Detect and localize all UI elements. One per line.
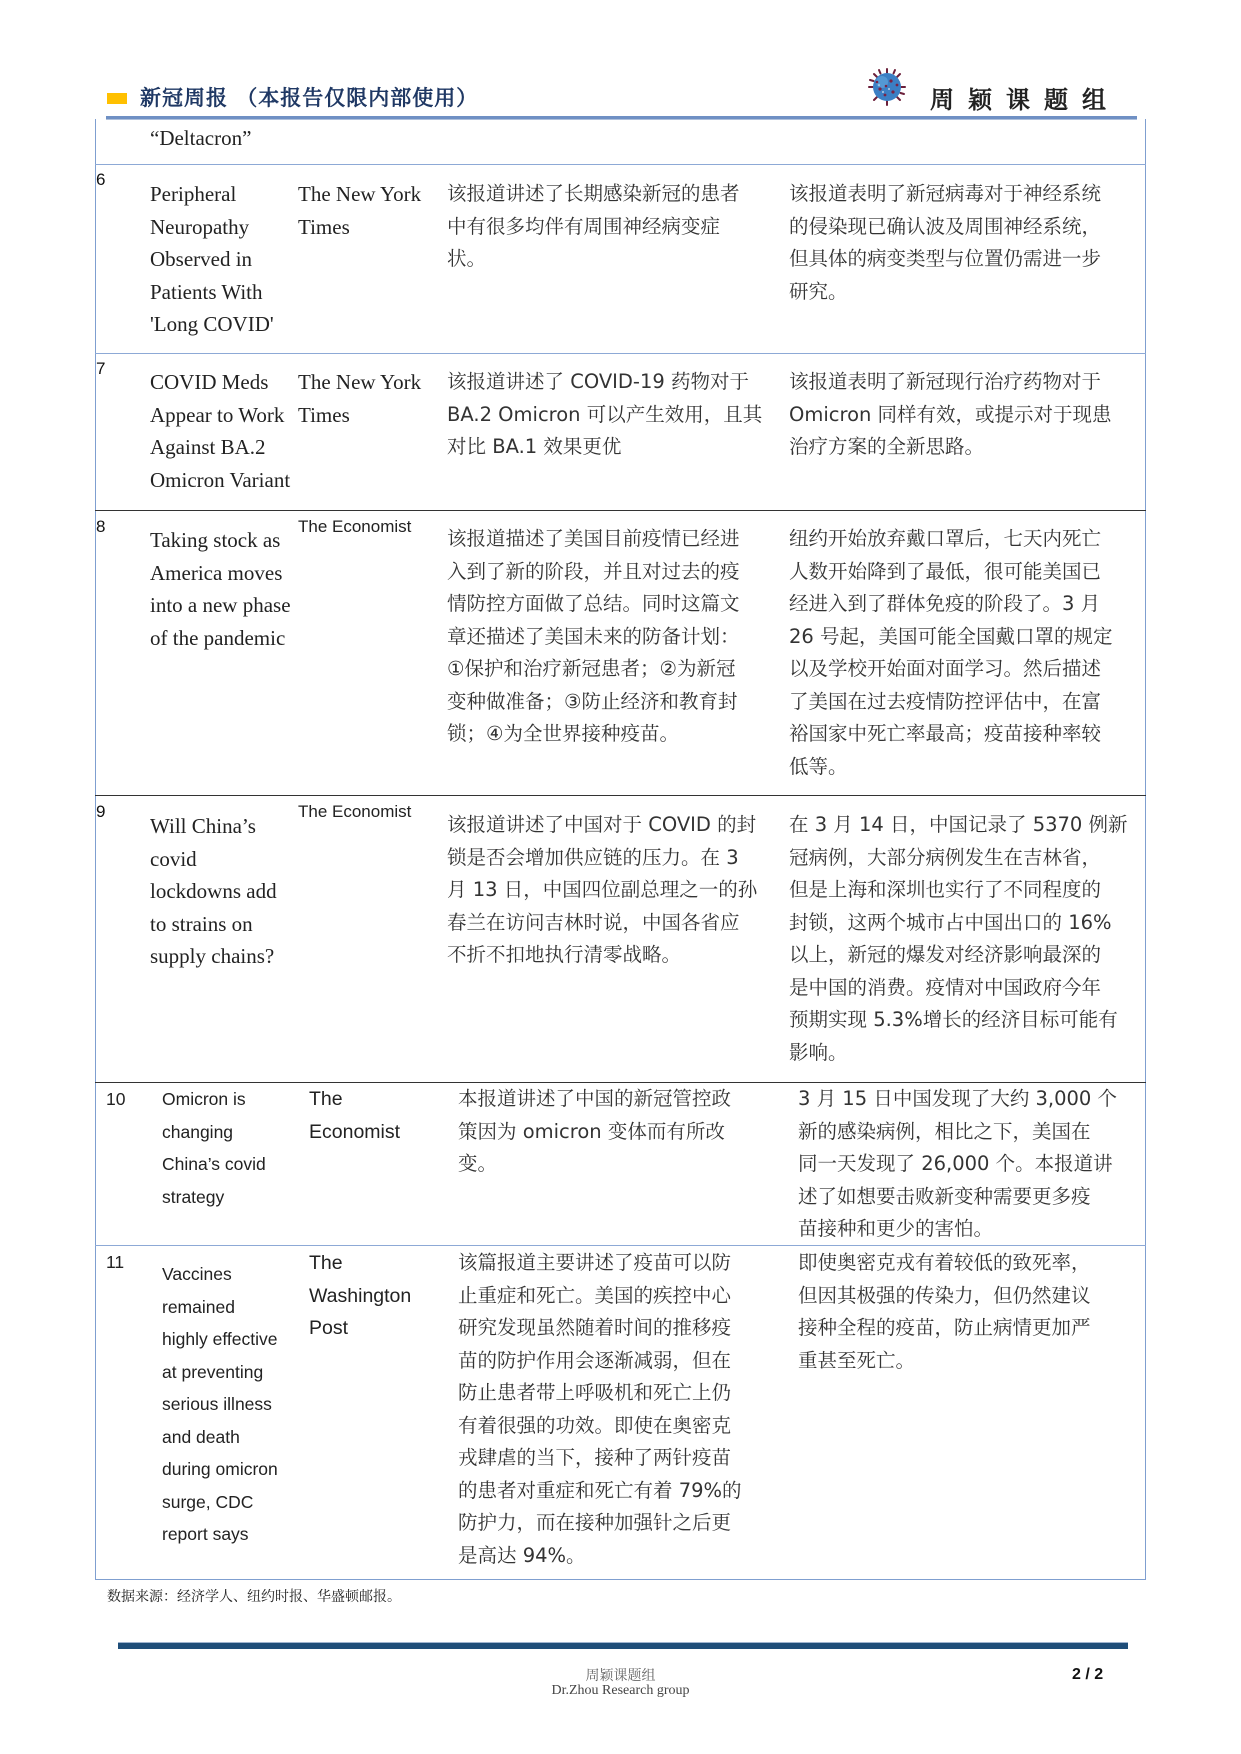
title-line: during omicron [162, 1459, 278, 1479]
analysis-line: 该报道表明了新冠病毒对于神经系统 [789, 182, 1102, 205]
source-line: The [309, 1088, 343, 1110]
title-line: America moves [150, 560, 283, 585]
summary-line: 月 13 日，中国四位副总理之一的孙 [447, 878, 758, 901]
row-divider [95, 353, 1146, 354]
article-title [150, 178, 274, 341]
row-number: 7 [96, 359, 106, 378]
row-title-carryover: “Deltacron” [150, 126, 252, 150]
article-analysis [789, 809, 1128, 1069]
summary-line: 春兰在访问吉林时说，中国各省应 [447, 910, 740, 934]
analysis-line: 新的感染病例，相比之下，美国在 [798, 1119, 1091, 1143]
title-line: and death [162, 1426, 240, 1447]
analysis-line: 以上，新冠的爆发对经济影响最深的 [789, 943, 1102, 966]
analysis-line: 但因其极强的传染力，但仍然建议 [798, 1283, 1091, 1307]
article-source [309, 1083, 400, 1148]
article-title [150, 810, 277, 973]
summary-line: 该篇报道主要讲述了疫苗可以防 [458, 1251, 732, 1274]
article-summary [458, 1247, 742, 1572]
title-line: remained [162, 1296, 235, 1317]
analysis-line: 是中国的消费。疫情对中国政府今年 [789, 975, 1102, 999]
analysis-line: Omicron 同样有效，或提示对于现患 [789, 402, 1112, 426]
title-line: surge, CDC [162, 1491, 254, 1512]
summary-line: 变。 [458, 1152, 498, 1175]
title-line: strategy [162, 1186, 225, 1207]
title-line: COVID Meds [150, 370, 269, 394]
summary-line: 锁；④为全世界接种疫苗。 [447, 722, 679, 745]
footer-org-en: Dr.Zhou Research group [551, 1683, 690, 1698]
source-line: Times [298, 402, 350, 427]
analysis-line: 的侵染现已确认波及周围神经系统， [789, 214, 1102, 238]
analysis-line: 冠病例，大部分病例发生在吉林省， [789, 845, 1102, 869]
summary-line: 该报道讲述了中国对于 COVID 的封 [447, 813, 757, 836]
title-line: lockdowns add [150, 879, 277, 903]
summary-line: 章还描述了美国未来的防备计划： [447, 624, 740, 648]
article-analysis [789, 178, 1101, 308]
summary-line: 该报道描述了美国目前疫情已经进 [447, 527, 740, 550]
summary-line: 有着很强的功效。即使在奥密克 [458, 1413, 732, 1437]
header-accent-square [107, 93, 127, 104]
analysis-line: 影响。 [789, 1040, 848, 1064]
article-source [298, 366, 421, 431]
title-line: serious illness [162, 1394, 272, 1414]
analysis-line: 低等。 [789, 754, 848, 778]
summary-line: 苗的防护作用会逐渐减弱，但在 [458, 1348, 732, 1372]
analysis-line: 苗接种和更少的害怕。 [798, 1217, 994, 1240]
source-line: The New York [298, 370, 422, 394]
analysis-line: 了美国在过去疫情防控评估中，在富 [789, 689, 1102, 713]
analysis-line: 该报道表明了新冠现行治疗药物对于 [789, 370, 1102, 393]
summary-line: 止重症和死亡。美国的疾控中心 [458, 1283, 732, 1307]
source-line: Post [309, 1317, 349, 1339]
row-number: 10 [106, 1089, 126, 1109]
article-summary [447, 523, 740, 751]
article-title [162, 1258, 278, 1551]
summary-line: 对比 BA.1 效果更优 [447, 435, 622, 458]
row-number: 9 [96, 802, 106, 821]
article-analysis [798, 1247, 1091, 1377]
title-line: Observed in [150, 247, 253, 271]
title-line: Vaccines [162, 1264, 232, 1284]
analysis-line: 重甚至死亡。 [798, 1348, 916, 1372]
coronavirus-icon [867, 67, 907, 107]
analysis-line: 治疗方案的全新思路。 [789, 435, 985, 458]
analysis-line: 但具体的病变类型与位置仍需进一步 [789, 247, 1102, 270]
summary-line: 情防控方面做了总结。同时这篇文 [447, 592, 740, 615]
summary-line: 该报道讲述了长期感染新冠的患者 [447, 182, 740, 205]
title-line: 'Long COVID' [150, 312, 274, 336]
summary-line: ①保护和治疗新冠患者；②为新冠 [447, 657, 736, 680]
summary-line: 防护力，而在接种加强针之后更 [458, 1511, 732, 1534]
title-line: into a new phase [150, 593, 291, 617]
row-divider [95, 164, 1146, 165]
article-source [309, 1247, 411, 1345]
analysis-line: 同一天发现了 26,000 个。本报道讲 [798, 1152, 1113, 1175]
footer-divider [118, 1642, 1128, 1649]
summary-line: 锁是否会增加供应链的压力。在 3 [447, 845, 739, 869]
summary-line: 戎肆虐的当下，接种了两针疫苗 [458, 1446, 732, 1469]
analysis-line: 即使奥密克戎有着较低的致死率， [798, 1251, 1091, 1274]
article-analysis [789, 366, 1112, 464]
summary-line: 是高达 94%。 [458, 1543, 586, 1567]
article-title [162, 1083, 266, 1213]
source-line: The New York [298, 182, 422, 206]
title-line: Appear to Work [150, 402, 285, 427]
summary-line: 入到了新的阶段，并且对过去的疫 [447, 559, 740, 583]
title-line: supply chains? [150, 944, 275, 968]
article-source: The Economist [298, 517, 412, 536]
title-line: Omicron is [162, 1089, 246, 1109]
title-line: changing [162, 1121, 234, 1142]
title-line: covid [150, 846, 197, 871]
source-line: Economist [309, 1120, 401, 1143]
title-line: at preventing [162, 1361, 264, 1382]
analysis-line: 裕国家中死亡率最高；疫苗接种率较 [789, 722, 1102, 745]
article-summary [447, 178, 740, 276]
source-line: The [309, 1252, 343, 1274]
summary-line: 中有很多均伴有周围神经病变症 [447, 214, 721, 238]
article-analysis [798, 1083, 1117, 1246]
row-divider [95, 510, 1146, 511]
footer-org-cn: 周颖课题组 [585, 1669, 656, 1684]
title-line: Against BA.2 [150, 435, 266, 459]
summary-line: 状。 [447, 247, 487, 270]
analysis-line: 预期实现 5.3%增长的经济目标可能有 [789, 1008, 1118, 1031]
row-number: 6 [96, 170, 106, 189]
source-line: Times [298, 214, 350, 239]
row-divider [95, 795, 1146, 796]
title-line: highly effective [162, 1329, 278, 1349]
row-number: 11 [106, 1252, 125, 1272]
analysis-line: 述了如想要击败新变种需要更多疫 [798, 1184, 1091, 1208]
article-summary [447, 809, 757, 972]
analysis-line: 以及学校开始面对面学习。然后描述 [789, 657, 1102, 680]
analysis-line: 但是上海和深圳也实行了不同程度的 [789, 878, 1102, 901]
report-title: 新冠周报 （本报告仅限内部使用） [140, 86, 479, 110]
research-group-name: 周颖课题组 [930, 86, 1120, 114]
summary-line: 变种做准备；③防止经济和教育封 [447, 689, 738, 713]
analysis-line: 人数开始降到了最低，很可能美国已 [789, 559, 1102, 583]
analysis-line: 在 3 月 14 日，中国记录了 5370 例新 [789, 813, 1128, 836]
summary-line: BA.2 Omicron 可以产生效用，且其 [447, 402, 763, 426]
title-line: China’s covid [162, 1154, 266, 1174]
article-title [150, 524, 291, 654]
title-line: Peripheral [150, 182, 237, 206]
data-source-note: 数据来源：经济学人、纽约时报、华盛顿邮报。 [107, 1589, 401, 1605]
article-analysis [789, 523, 1113, 783]
article-source: The Economist [298, 802, 412, 821]
analysis-line: 封锁，这两个城市占中国出口的 16% [789, 910, 1112, 934]
title-line: Taking stock as [150, 528, 281, 552]
analysis-line: 26 号起，美国可能全国戴口罩的规定 [789, 624, 1113, 648]
title-line: Patients With [150, 279, 263, 304]
article-summary [458, 1083, 731, 1181]
row-number: 8 [96, 517, 106, 536]
title-line: to strains on [150, 911, 253, 936]
summary-line: 策因为 omicron 变体而有所改 [458, 1119, 725, 1143]
title-line: Will China’s [150, 814, 256, 838]
article-summary [447, 366, 762, 464]
analysis-line: 研究。 [789, 279, 848, 303]
analysis-line: 接种全程的疫苗，防止病情更加严 [798, 1316, 1091, 1339]
summary-line: 本报道讲述了中国的新冠管控政 [458, 1087, 732, 1110]
summary-line: 不折不扣地执行清零战略。 [447, 943, 682, 966]
article-source [298, 178, 421, 243]
title-line: of the pandemic [150, 625, 286, 650]
analysis-line: 3 月 15 日中国发现了大约 3,000 个 [798, 1087, 1118, 1110]
source-line: Washington [309, 1284, 412, 1307]
article-title [150, 366, 290, 496]
summary-line: 防止患者带上呼吸机和死亡上仍 [458, 1381, 732, 1404]
analysis-line: 经进入到了群体免疫的阶段了。3 月 [789, 592, 1101, 615]
page-number: 2 / 2 [1072, 1666, 1104, 1683]
summary-line: 研究发现虽然随着时间的推移疫 [458, 1316, 732, 1339]
summary-line: 该报道讲述了 COVID-19 药物对于 [447, 370, 749, 393]
title-line: Neuropathy [150, 214, 250, 239]
title-line: Omicron Variant [150, 467, 291, 492]
analysis-line: 纽约开始放弃戴口罩后，七天内死亡 [789, 527, 1102, 550]
summary-line: 的患者对重症和死亡有着 79%的 [458, 1478, 742, 1502]
title-line: report says [162, 1524, 249, 1544]
